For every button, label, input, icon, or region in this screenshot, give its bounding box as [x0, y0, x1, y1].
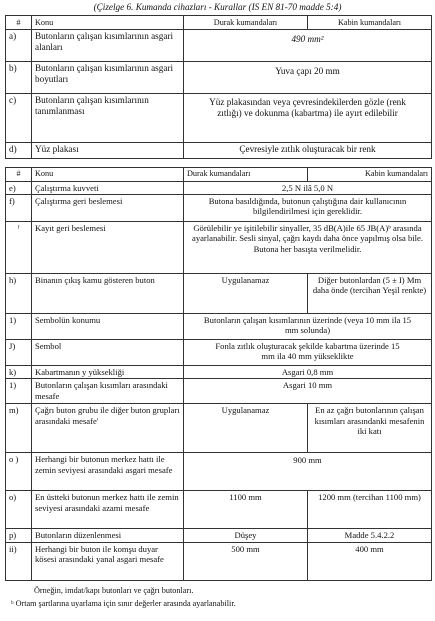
row-num: 1): [6, 379, 32, 404]
row-durak: Uygulanamaz: [184, 404, 308, 453]
row-value: Butonların çalışan kısımlarının üzerinde (veya 10 mm ila 15 mm solunda): [184, 314, 432, 340]
row-durak: Uygulanamaz: [184, 274, 308, 314]
row-konu: Çalıştırma kuvveti: [32, 182, 184, 195]
table-row: [6, 314, 432, 340]
row-konu: Kayıt geri beslemesi: [32, 222, 184, 274]
row-value: Çevresiyle zıtlık oluşturacak bir renk: [184, 143, 432, 159]
row-num: ᶠ: [6, 222, 32, 274]
table-row: [6, 62, 432, 94]
row-konu: Butonların çalışan kısımlarının asgari boyutları: [32, 62, 184, 94]
table-row: [6, 529, 432, 542]
table-row: [6, 404, 432, 453]
footnote-b: ᵇ Ortam şartlarına uyarlama için sınır değerler arasında ayarlanabilir.: [11, 599, 236, 608]
row-konu: Sembolün konumu: [32, 314, 184, 340]
header-num: #: [6, 168, 32, 182]
row-kabin: En az çağrı butonlarının çalışan kısımları arasındanki mesafenin iki katı: [308, 404, 432, 453]
table-row: [6, 94, 432, 143]
row-num: a): [6, 30, 32, 62]
row-num: o): [6, 491, 32, 529]
row-konu: Butonların düzenlenmesi: [32, 529, 184, 542]
row-num: o ): [6, 453, 32, 491]
row-num: J): [6, 340, 32, 366]
row-num: m): [6, 404, 32, 453]
table-row: [6, 30, 432, 62]
row-konu: Binanın çıkış kamu gösteren buton: [32, 274, 184, 314]
table-row: [6, 222, 432, 274]
row-value: 2,5 N ilâ 5,0 N: [184, 182, 432, 195]
row-value: 900 mm: [184, 453, 432, 491]
table-row: [6, 274, 432, 314]
row-value: Butona basıldığında, butonun çalıştığına dair kullanıcının bilgilendirilmesi için gereklidir.: [184, 195, 432, 222]
table-row: [6, 366, 432, 379]
header-konu: Konu: [32, 16, 184, 30]
row-value: 490 mm²: [184, 30, 432, 62]
row-kabin: 1200 mm (tercihan 1100 mm): [308, 491, 432, 529]
row-konu: Yüz plakası: [32, 143, 184, 159]
row-durak: 500 mm: [184, 542, 308, 580]
row-num: ii): [6, 542, 32, 580]
header-kabin: Kabin kumandaları: [308, 16, 432, 30]
row-num: p): [6, 529, 32, 542]
row-konu: Herhangi bir butonun merkez hattı ile zemin seviyesi arasındaki asgari mesafe: [32, 453, 184, 491]
row-konu: En üstteki butonun merkez hattı ile zemin seviyesi arasındaki azami mesafe: [32, 491, 184, 529]
row-num: f): [6, 195, 32, 222]
table-row: [6, 491, 432, 529]
row-kabin: 400 mm: [308, 542, 432, 580]
row-value: Asgari 0,8 mm: [184, 366, 432, 379]
row-konu: Çalıştırma geri beslemesi: [32, 195, 184, 222]
table-row: [6, 340, 432, 366]
row-num: e): [6, 182, 32, 195]
table-row: [6, 195, 432, 222]
table-header-row: [6, 168, 432, 182]
header-durak: Durak kumandaları: [184, 168, 308, 182]
row-konu: Butonların çalışan kısımlarının asgari alanları: [32, 30, 184, 62]
table-row: [6, 182, 432, 195]
row-value: Yuva çapı 20 mm: [184, 62, 432, 94]
footnote-a: Örneğin, imdat/kapı butonları ve çağrı butonları.: [34, 586, 194, 595]
table-row: [6, 542, 432, 580]
row-num: b): [6, 62, 32, 94]
table-caption: (Çizelge 6. Kumanda cihazları - Kurallar (IS EN 81-70 madde 5:4): [93, 2, 342, 12]
row-kabin: Diğer butonlardan (5 ± I) Mm daha önde (tercihan Yeşil renkte): [308, 274, 432, 314]
table-row: [6, 379, 432, 404]
table-row: [6, 143, 432, 159]
table-header-row: [6, 16, 432, 30]
controls-table-part-1: [5, 15, 432, 159]
row-konu: Kabartmanın y yüksekliği: [32, 366, 184, 379]
row-durak: 1100 mm: [184, 491, 308, 529]
row-konu: Butonların çalışan kısımlarının tanımlanması: [32, 94, 184, 143]
row-num: d): [6, 143, 32, 159]
row-konu: Butonların çalışan kısımları arasındaki mesafe: [32, 379, 184, 404]
row-konu: Herhangi bir buton ile komşu duyar kösesi arasındaki yanal asgari mesafe: [32, 542, 184, 580]
row-num: h): [6, 274, 32, 314]
header-konu: Konu: [32, 168, 184, 182]
header-durak: Durak kumandaları: [184, 16, 308, 30]
row-num: 1): [6, 314, 32, 340]
controls-table-part-2: [5, 167, 432, 581]
header-kabin: Kabin kumandaları: [308, 168, 432, 182]
header-num: #: [6, 16, 32, 30]
row-num: c): [6, 94, 32, 143]
row-konu: Sembol: [32, 340, 184, 366]
row-durak: Düşey: [184, 529, 308, 542]
row-value: Yüz plakasından veya çevresindekilerden gözle (renk zıtlığı) ve dokunma (kabartma) ile ayırt edilebilir: [184, 94, 432, 143]
row-konu: Çağrı buton grubu ile diğer buton grupları arasındaki mesafe': [32, 404, 184, 453]
table-row: [6, 453, 432, 491]
row-kabin: Madde 5.4.2.2: [308, 529, 432, 542]
row-value: Fonla zıtlık oluşturacak şekilde kabartma üzerinde 15 mm ila 40 mm yükseklikte: [184, 340, 432, 366]
row-value: Asgari 10 mm: [184, 379, 432, 404]
row-value: Görülebilir ye işitilebilir sinyaller, 35 dB(A)ile 65 JB(A)ᵇ arasında ayarlanabilir. Sesli sinyal, çağrı kaydı daha önce yapılmış olsa bile. Butona her basışta verilmelidir.: [184, 222, 432, 274]
row-num: k): [6, 366, 32, 379]
